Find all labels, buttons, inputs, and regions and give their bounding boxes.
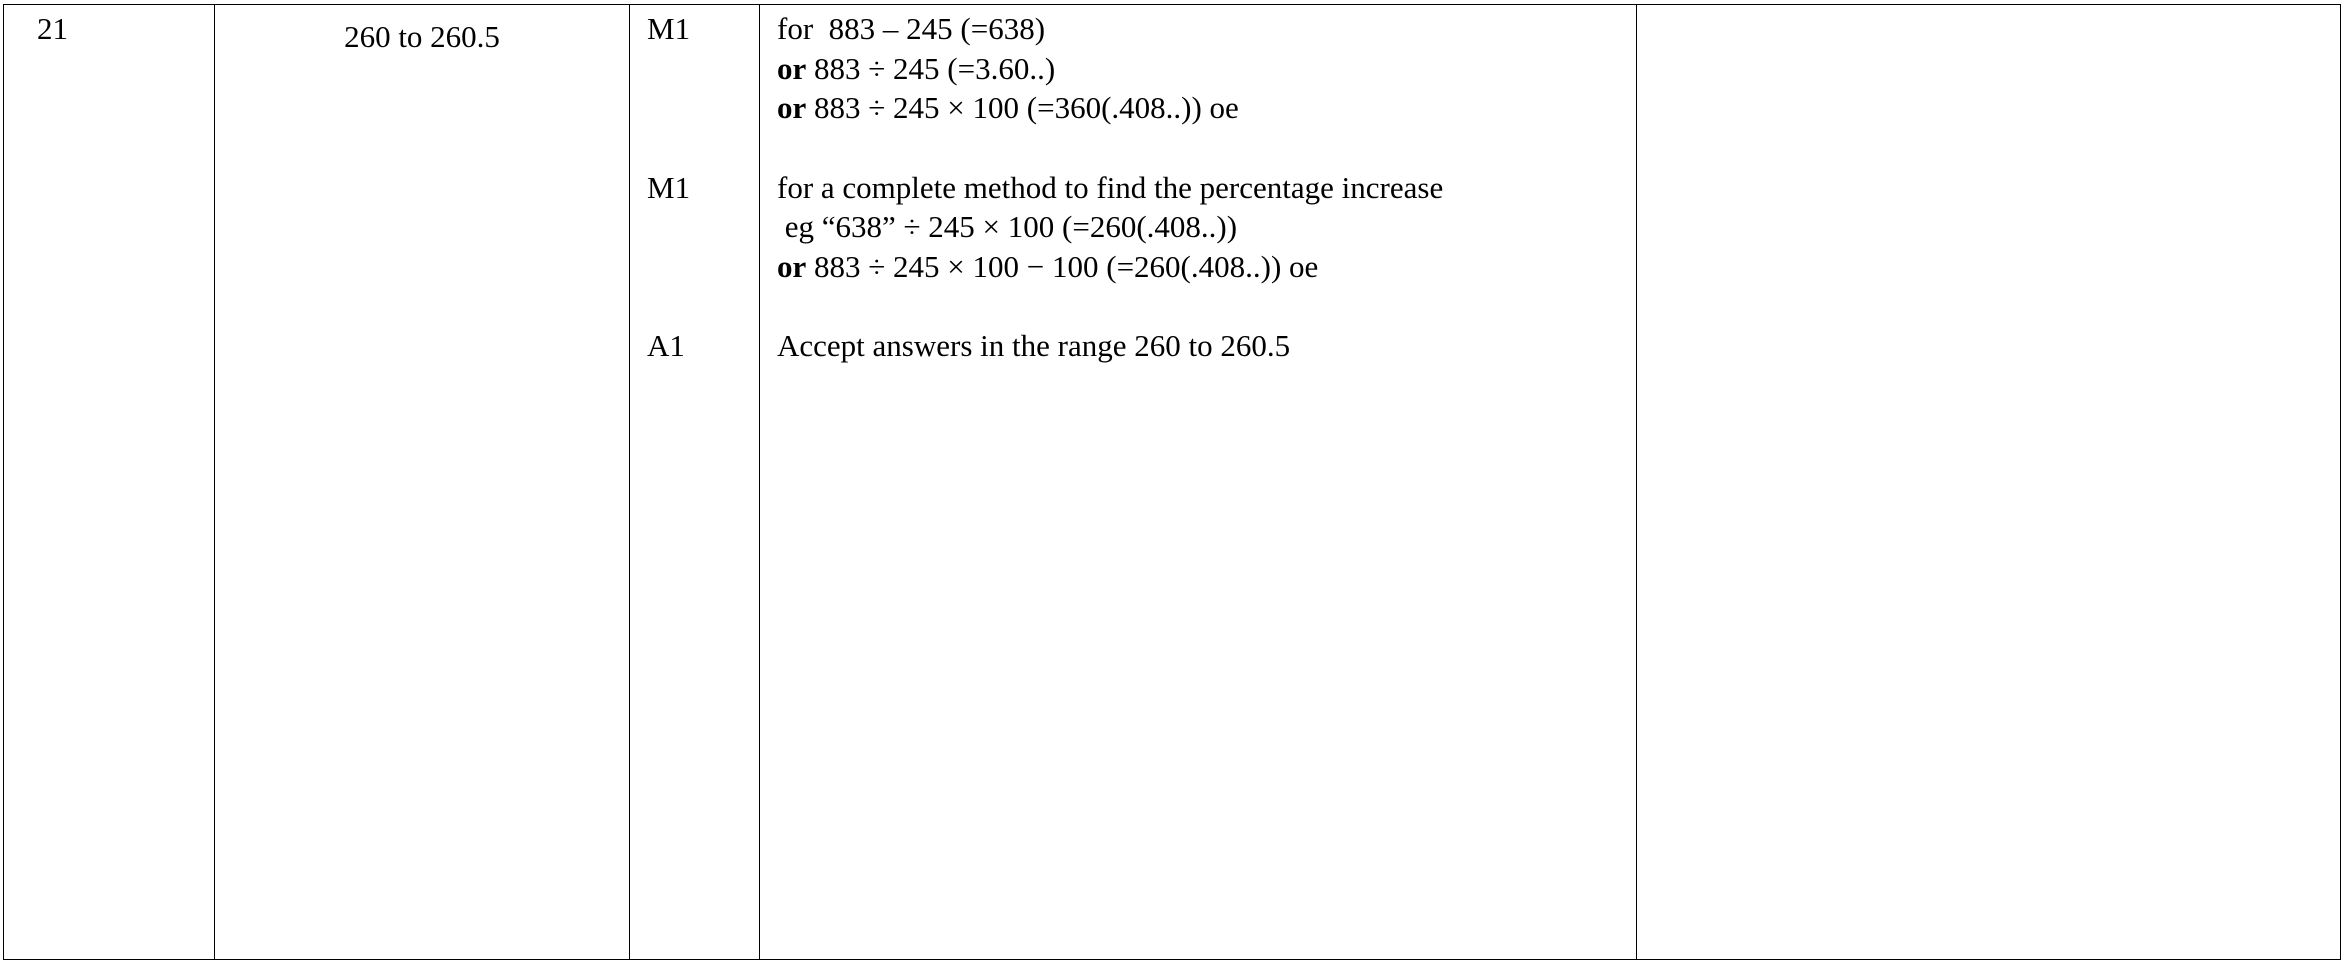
or-keyword: or: [777, 50, 807, 86]
answer-cell: [215, 5, 630, 960]
answer-text: 260 to 260.5: [344, 19, 500, 54]
additional-guidance-cell: [1637, 5, 2341, 960]
notes-m1-second: [777, 168, 1636, 287]
mark-code-m1-first: M1: [647, 11, 691, 46]
mark-code-m1-second: M1: [647, 169, 691, 205]
mark-m1-first-block: [647, 9, 759, 128]
note-line: for a complete method to find the percentage increase: [777, 169, 1444, 205]
note-line: [777, 247, 1636, 287]
mark-code-a1: A1: [647, 328, 685, 363]
guidance-notes-cell: [760, 5, 1637, 960]
note-line: [777, 49, 1636, 89]
question-number-cell: [4, 5, 215, 960]
notes-a1: [777, 326, 1636, 366]
or-keyword: or: [777, 90, 807, 125]
or-keyword: or: [777, 248, 807, 284]
question-number: 21: [37, 11, 68, 46]
marks-cell: [630, 5, 760, 960]
mark-scheme-table: [3, 4, 2341, 960]
mark-m1-second-block: [647, 168, 759, 287]
notes-m1-first: [777, 9, 1636, 128]
note-line: Accept answers in the range 260 to 260.5: [777, 328, 1291, 363]
note-text: 883 ÷ 245 (=3.60..): [806, 50, 1056, 86]
note-line: eg “638” ÷ 245 × 100 (=260(.408..)): [777, 209, 1238, 244]
note-text: 883 ÷ 245 × 100 − 100 (=260(.408..)) oe: [806, 248, 1319, 284]
note-line: for 883 – 245 (=638): [777, 11, 1046, 46]
table-row: [4, 5, 2341, 960]
note-line: [777, 88, 1636, 128]
mark-a1-block: [647, 326, 759, 366]
note-text: 883 ÷ 245 × 100 (=360(.408..)) oe: [806, 90, 1239, 125]
